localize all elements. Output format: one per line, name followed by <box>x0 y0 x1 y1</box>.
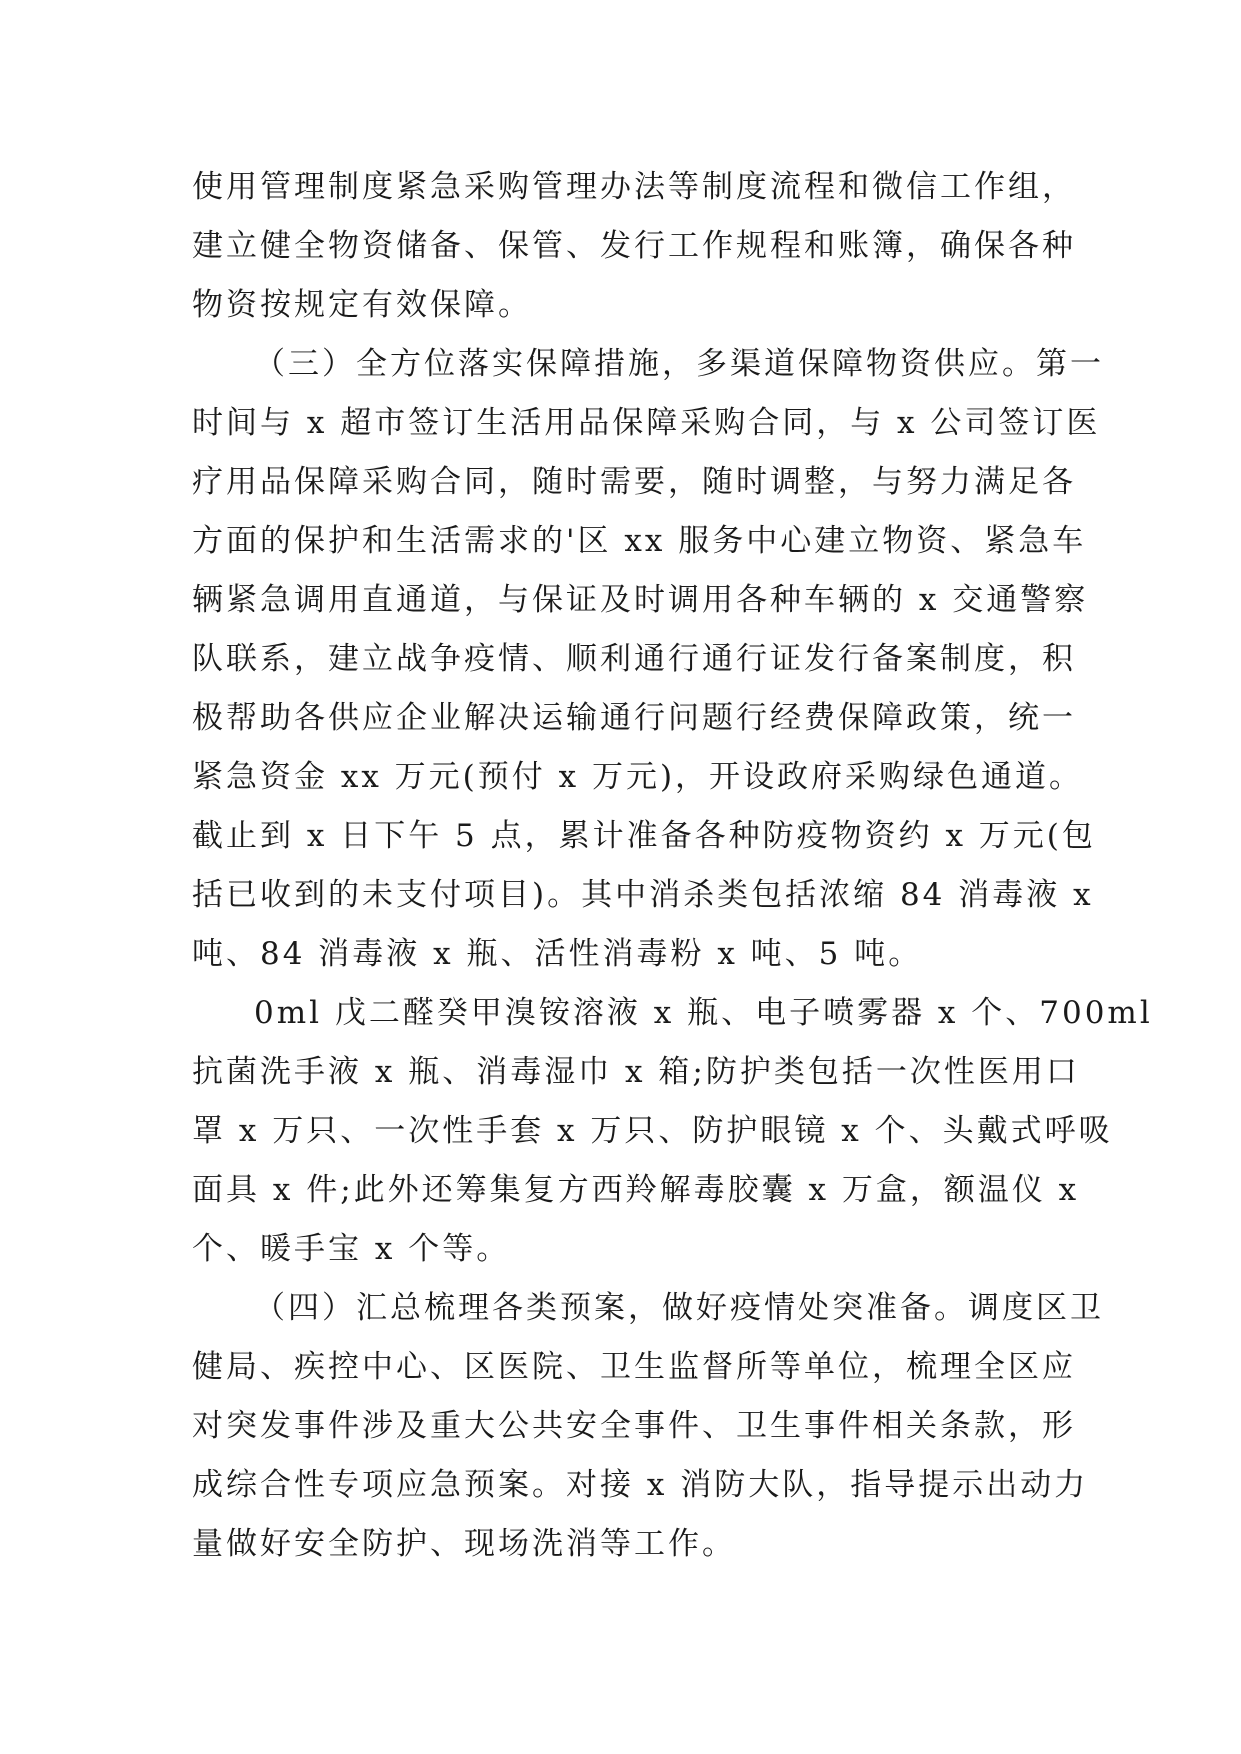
text-line: 使用管理制度紧急采购管理办法等制度流程和微信工作组， <box>192 169 1076 205</box>
text-line: 面具 x 件;此外还筹集复方西羚解毒胶囊 x 万盒，额温仪 x <box>192 1172 1080 1208</box>
text-line: 紧急资金 xx 万元(预付 x 万元)，开设政府采购绿色通道。 <box>192 759 1084 795</box>
paragraph-1 <box>192 158 1076 335</box>
text-line: 0ml 戊二醛癸甲溴铵溶液 x 瓶、电子喷雾器 x 个、700ml <box>254 995 1153 1031</box>
text-line: 疗用品保障采购合同，随时需要，随时调整，与努力满足各 <box>192 464 1076 500</box>
text-line: （三）全方位落实保障措施，多渠道保障物资供应。第一 <box>254 346 1104 382</box>
paragraph-4 <box>192 1279 1104 1574</box>
text-line: （四）汇总梳理各类预案，做好疫情处突准备。调度区卫 <box>254 1290 1104 1326</box>
text-line: 括已收到的未支付项目)。其中消杀类包括浓缩 84 消毒液 x <box>192 877 1094 913</box>
text-line: 对突发事件涉及重大公共安全事件、卫生事件相关条款，形 <box>192 1408 1076 1444</box>
text-line: 物资按规定有效保障。 <box>192 287 532 323</box>
paragraph-2 <box>192 335 1104 984</box>
text-line: 健局、疾控中心、区医院、卫生监督所等单位，梳理全区应 <box>192 1349 1076 1385</box>
text-line: 队联系，建立战争疫情、顺利通行通行证发行备案制度，积 <box>192 641 1076 677</box>
text-line: 罩 x 万只、一次性手套 x 万只、防护眼镜 x 个、头戴式呼吸 <box>192 1113 1113 1149</box>
text-line: 时间与 x 超市签订生活用品保障采购合同，与 x 公司签订医 <box>192 405 1101 441</box>
text-line: 建立健全物资储备、保管、发行工作规程和账簿，确保各种 <box>192 228 1076 264</box>
text-line: 成综合性专项应急预案。对接 x 消防大队，指导提示出动力 <box>192 1467 1089 1503</box>
text-line: 辆紧急调用直通道，与保证及时调用各种车辆的 x 交通警察 <box>192 582 1089 618</box>
text-line: 量做好安全防护、现场洗消等工作。 <box>192 1526 736 1562</box>
document-body <box>192 158 1153 1574</box>
text-line: 截止到 x 日下午 5 点，累计准备各种防疫物资约 x 万元(包 <box>192 818 1096 854</box>
text-line: 抗菌洗手液 x 瓶、消毒湿巾 x 箱;防护类包括一次性医用口 <box>192 1054 1080 1090</box>
text-line: 吨、84 消毒液 x 瓶、活性消毒粉 x 吨、5 吨。 <box>192 936 923 972</box>
text-line: 极帮助各供应企业解决运输通行问题行经费保障政策，统一 <box>192 700 1076 736</box>
paragraph-3 <box>192 984 1153 1279</box>
text-line: 方面的保护和生活需求的'区 xx 服务中心建立物资、紧急车 <box>192 523 1087 559</box>
text-line: 个、暖手宝 x 个等。 <box>192 1231 511 1267</box>
